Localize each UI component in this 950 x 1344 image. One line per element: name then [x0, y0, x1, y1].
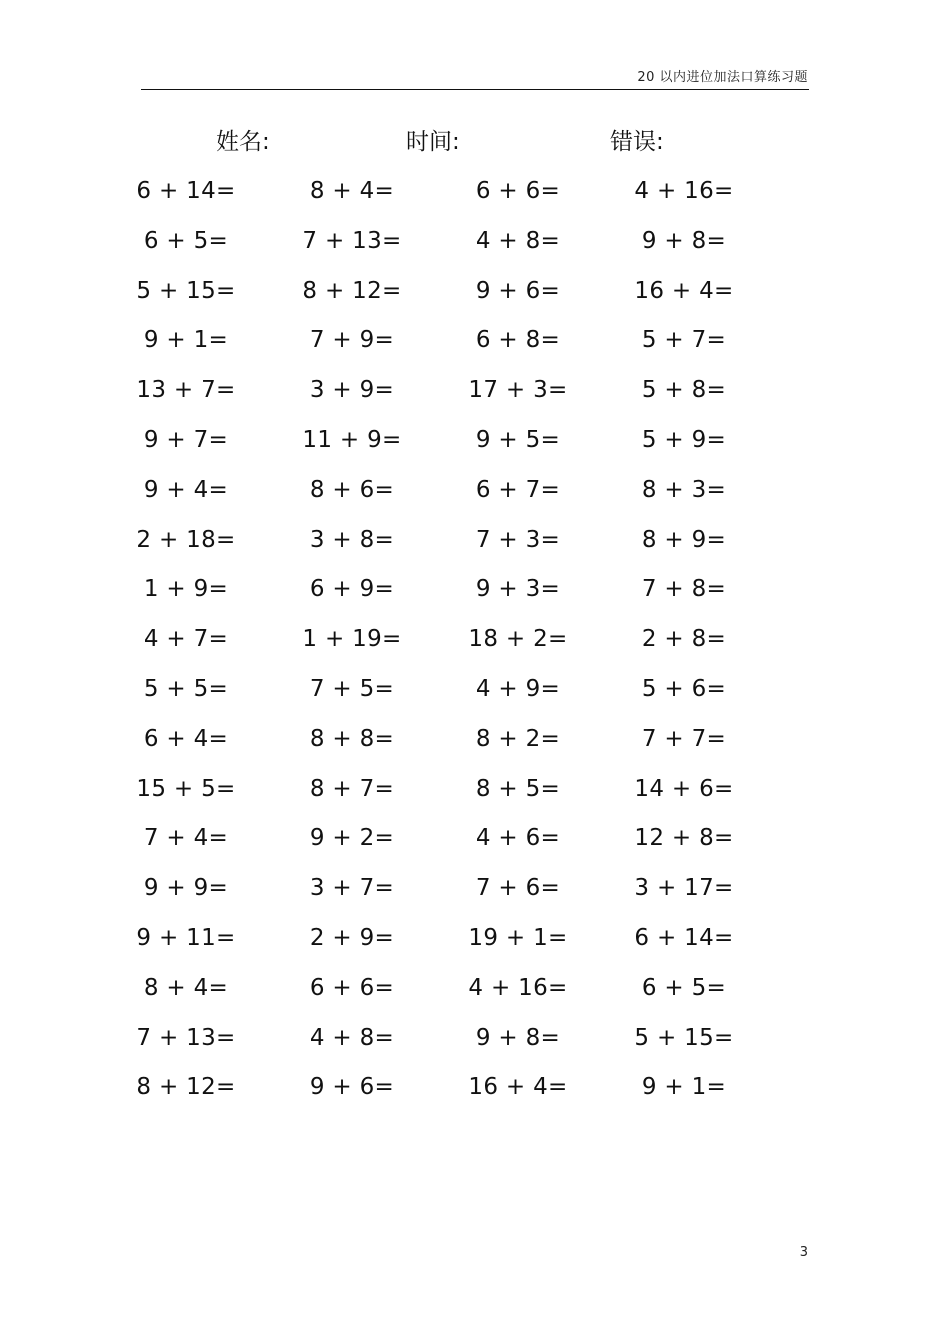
- problem-r19-c1: 8 + 12=: [136, 1074, 236, 1101]
- problem-r2-c1: 6 + 5=: [143, 227, 229, 254]
- time-label: 时间:: [406, 129, 460, 155]
- problem-r16-c1: 9 + 11=: [136, 925, 236, 951]
- problem-r17-c3: 4 + 16=: [468, 974, 568, 1001]
- problem-r6-c2: 11 + 9=: [302, 427, 402, 453]
- problem-r13-c2: 8 + 7=: [309, 775, 395, 802]
- problem-r2-c3: 4 + 8=: [475, 227, 561, 254]
- page-number: 3: [799, 1245, 808, 1260]
- problem-r14-c1: 7 + 4=: [143, 825, 229, 852]
- problem-r18-c1: 7 + 13=: [136, 1024, 236, 1051]
- problem-r18-c3: 9 + 8=: [475, 1024, 561, 1051]
- errors-label: 错误:: [610, 129, 664, 155]
- problem-r16-c2: 2 + 9=: [309, 925, 395, 951]
- problem-r3-c2: 8 + 12=: [302, 277, 402, 304]
- page-header-title: 20 以内进位加法口算练习题: [637, 70, 808, 85]
- problem-r13-c1: 15 + 5=: [136, 775, 236, 802]
- problem-r13-c3: 8 + 5=: [475, 775, 561, 802]
- problem-r1-c3: 6 + 6=: [475, 178, 561, 204]
- problem-r18-c4: 5 + 15=: [634, 1024, 734, 1051]
- problem-r10-c4: 2 + 8=: [641, 626, 727, 653]
- problem-r8-c2: 3 + 8=: [309, 526, 395, 553]
- problem-r9-c3: 9 + 3=: [475, 576, 561, 603]
- problem-r8-c1: 2 + 18=: [136, 526, 236, 553]
- problem-r3-c3: 9 + 6=: [475, 277, 561, 304]
- problem-r12-c4: 7 + 7=: [641, 725, 727, 752]
- problem-r12-c3: 8 + 2=: [475, 725, 561, 752]
- problem-r8-c3: 7 + 3=: [475, 526, 561, 553]
- problem-r6-c3: 9 + 5=: [475, 427, 561, 453]
- problem-r17-c1: 8 + 4=: [143, 974, 229, 1001]
- problem-r7-c4: 8 + 3=: [641, 476, 727, 503]
- problem-r7-c2: 8 + 6=: [309, 476, 395, 503]
- problem-r3-c4: 16 + 4=: [634, 277, 734, 304]
- problem-r16-c4: 6 + 14=: [634, 925, 734, 951]
- problem-r7-c1: 9 + 4=: [143, 476, 229, 503]
- problem-r19-c3: 16 + 4=: [468, 1074, 568, 1101]
- problem-r11-c2: 7 + 5=: [309, 676, 395, 702]
- problem-r3-c1: 5 + 15=: [136, 277, 236, 304]
- problem-r4-c1: 9 + 1=: [143, 327, 229, 354]
- problem-r1-c2: 8 + 4=: [309, 178, 395, 204]
- problem-r13-c4: 14 + 6=: [634, 775, 734, 802]
- problem-r15-c2: 3 + 7=: [309, 875, 395, 902]
- problem-r9-c2: 6 + 9=: [309, 576, 395, 603]
- problem-r14-c4: 12 + 8=: [634, 825, 734, 852]
- problem-r4-c2: 7 + 9=: [309, 327, 395, 354]
- problem-r17-c2: 6 + 6=: [309, 974, 395, 1001]
- problem-r15-c3: 7 + 6=: [475, 875, 561, 902]
- problem-r14-c3: 4 + 6=: [475, 825, 561, 852]
- problem-r11-c1: 5 + 5=: [143, 676, 229, 702]
- problem-r5-c3: 17 + 3=: [468, 377, 568, 404]
- problem-r16-c3: 19 + 1=: [468, 925, 568, 951]
- problem-r19-c2: 9 + 6=: [309, 1074, 395, 1101]
- problem-r9-c4: 7 + 8=: [641, 576, 727, 603]
- problem-r12-c1: 6 + 4=: [143, 725, 229, 752]
- problem-r12-c2: 8 + 8=: [309, 725, 395, 752]
- problem-r2-c4: 9 + 8=: [641, 227, 727, 254]
- problem-r19-c4: 9 + 1=: [641, 1074, 727, 1101]
- problem-r5-c1: 13 + 7=: [136, 377, 236, 404]
- problem-r6-c4: 5 + 9=: [641, 427, 727, 453]
- problem-r11-c3: 4 + 9=: [475, 676, 561, 702]
- problem-r7-c3: 6 + 7=: [475, 476, 561, 503]
- problem-r10-c2: 1 + 19=: [302, 626, 402, 653]
- problem-r1-c4: 4 + 16=: [634, 178, 734, 204]
- problem-r15-c4: 3 + 17=: [634, 875, 734, 902]
- problem-r5-c4: 5 + 8=: [641, 377, 727, 404]
- problem-r1-c1: 6 + 14=: [136, 178, 236, 204]
- problem-r11-c4: 5 + 6=: [641, 676, 727, 702]
- problem-r6-c1: 9 + 7=: [143, 427, 229, 453]
- problem-r10-c3: 18 + 2=: [468, 626, 568, 653]
- problem-r14-c2: 9 + 2=: [309, 825, 395, 852]
- problem-r10-c1: 4 + 7=: [143, 626, 229, 653]
- name-label: 姓名:: [216, 129, 270, 155]
- problem-r9-c1: 1 + 9=: [143, 576, 229, 603]
- problem-r18-c2: 4 + 8=: [309, 1024, 395, 1051]
- problem-r17-c4: 6 + 5=: [641, 974, 727, 1001]
- problem-r4-c3: 6 + 8=: [475, 327, 561, 354]
- problem-r8-c4: 8 + 9=: [641, 526, 727, 553]
- problem-r2-c2: 7 + 13=: [302, 227, 402, 254]
- problem-r4-c4: 5 + 7=: [641, 327, 727, 354]
- problem-r5-c2: 3 + 9=: [309, 377, 395, 404]
- problem-r15-c1: 9 + 9=: [143, 875, 229, 902]
